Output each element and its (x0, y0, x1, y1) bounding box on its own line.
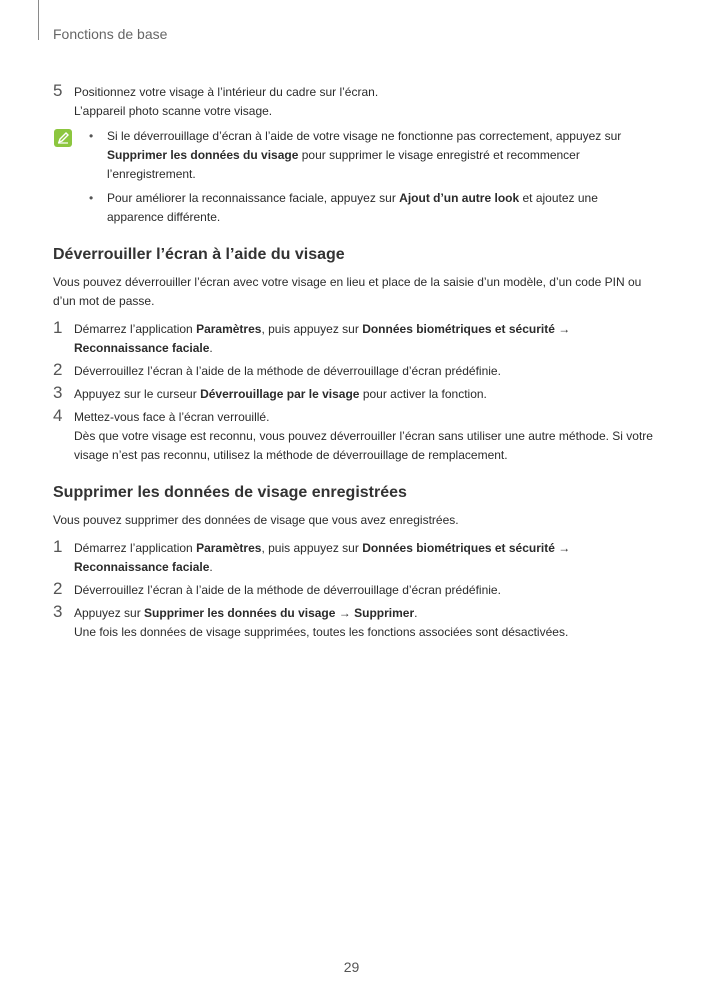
step-number: 5 (53, 81, 63, 100)
header-divider (38, 0, 39, 40)
step-4 (53, 408, 653, 465)
bullet-dot-icon: • (89, 191, 94, 205)
bullet-dot-icon: • (89, 129, 94, 143)
note-box (53, 127, 653, 227)
step-number: 3 (53, 602, 63, 621)
page-header: Fonctions de base (53, 26, 168, 42)
section-title: Supprimer les données de visage enregistrées (53, 484, 407, 501)
step-number: 2 (53, 579, 63, 598)
step-text: L’appareil photo scanne votre visage. (74, 104, 273, 118)
section-intro: Vous pouvez déverrouiller l’écran avec votre visage en lieu et place de la saisie d’un modèle, d’un code PIN ou d’un mot de passe. (53, 275, 642, 308)
note-bullet: • Si le déverrouillage d’écran à l’aide de votre visage ne fonctionne pas correctement, appuyez sur Supprimer les données du visage pour supprimer le visage enregistré et recommencer l’enregistrement. (89, 129, 622, 181)
step-text: Appuyez sur le curseur Déverrouillage par le visage pour activer la fonction. (74, 387, 487, 401)
step-text: Déverrouillez l’écran à l’aide de la méthode de déverrouillage d’écran prédéfinie. (74, 583, 501, 597)
step-number: 4 (53, 406, 63, 425)
step-text: Dès que votre visage est reconnu, vous pouvez déverrouiller l’écran sans utiliser une autre méthode. Si votre visage n’est pas reconnu, utilisez la méthode de déverrouillage de remplacement. (74, 429, 653, 462)
step-text: Démarrez l’application Paramètres, puis appuyez sur Données biométriques et sécurité → Reconnaissance faciale. (74, 541, 571, 574)
section-intro: Vous pouvez supprimer des données de visage que vous avez enregistrées. (53, 513, 459, 527)
step-number: 2 (53, 360, 63, 379)
step-number: 3 (53, 383, 63, 402)
step-2 (53, 362, 653, 381)
step-text: Déverrouillez l’écran à l’aide de la méthode de déverrouillage d’écran prédéfinie. (74, 364, 501, 378)
step-3 (53, 385, 653, 404)
step-1 (53, 320, 653, 358)
step-text: Positionnez votre visage à l’intérieur du cadre sur l’écran. (74, 85, 379, 99)
step-5 (53, 83, 653, 121)
note-bullet: • Pour améliorer la reconnaissance faciale, appuyez sur Ajout d’un autre look et ajoutez une apparence différente. (89, 191, 598, 224)
step-3 (53, 604, 653, 642)
pencil-note-icon (54, 129, 72, 147)
step-number: 1 (53, 318, 63, 337)
section-title: Déverrouiller l’écran à l’aide du visage (53, 246, 345, 263)
step-1 (53, 539, 653, 577)
step-number: 1 (53, 537, 63, 556)
step-text: Mettez-vous face à l’écran verrouillé. (74, 410, 270, 424)
step-2 (53, 581, 653, 600)
step-text: Appuyez sur Supprimer les données du visage → Supprimer. (74, 606, 418, 620)
page-content (53, 83, 653, 646)
step-text: Une fois les données de visage supprimées, toutes les fonctions associées sont désactivées. (74, 625, 569, 639)
page-number: 29 (343, 959, 360, 975)
step-text: Démarrez l’application Paramètres, puis appuyez sur Données biométriques et sécurité → Reconnaissance faciale. (74, 322, 571, 355)
